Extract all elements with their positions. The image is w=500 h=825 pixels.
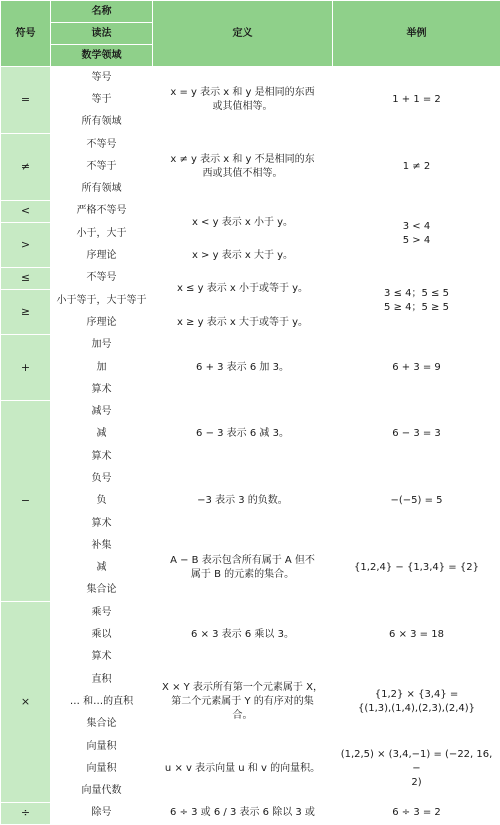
definition-cell: A − B 表示包含所有属于 A 但不 属于 B 的元素的集合。 xyxy=(153,535,333,602)
example-cell: 3 ≤ 4；5 ≤ 5 5 ≥ 4；5 ≥ 5 xyxy=(333,267,500,334)
example-cell: 6 − 3 = 3 xyxy=(333,401,500,468)
name-cell: 乘号 xyxy=(51,602,153,624)
symbol-cell: > xyxy=(1,223,51,268)
reading-cell: 负 xyxy=(51,490,153,512)
example-cell: 6 + 3 = 9 xyxy=(333,334,500,401)
symbol-cell: ≤ xyxy=(1,267,51,289)
header-symbol: 符号 xyxy=(1,1,51,67)
field-cell: 算术 xyxy=(51,512,153,534)
definition-cell: X × Y 表示所有第一个元素属于 X， 第二个元素属于 Y 的有序对的集 合。 xyxy=(153,669,333,736)
example-cell: 6 × 3 = 18 xyxy=(333,602,500,669)
reading-cell: 减 xyxy=(51,557,153,579)
example-cell: 3 < 4 5 > 4 xyxy=(333,200,500,267)
field-cell: 向量代数 xyxy=(51,780,153,802)
example-cell: 1 ≠ 2 xyxy=(333,133,500,200)
reading-cell: … 和…的直积 xyxy=(51,691,153,713)
field-cell: 算术 xyxy=(51,446,153,468)
reading-cell: 等于 xyxy=(51,89,153,111)
definition-cell: 6 ÷ 3 或 6 / 3 表示 6 除以 3 或 xyxy=(153,802,333,824)
field-cell: 算术 xyxy=(51,379,153,401)
header-name: 名称 xyxy=(51,1,153,23)
definition-cell: x ≠ y 表示 x 和 y 不是相同的东 西或其值不相等。 xyxy=(153,133,333,200)
definition-cell: x = y 表示 x 和 y 是相同的东西 或其值相等。 xyxy=(153,67,333,134)
symbol-cell: + xyxy=(1,334,51,401)
symbol-cell: < xyxy=(1,200,51,222)
name-cell: 不等号 xyxy=(51,267,153,289)
field-cell: 序理论 xyxy=(51,312,153,334)
reading-cell: 小于，大于 xyxy=(51,223,153,245)
name-cell: 除号 xyxy=(51,802,153,824)
example-cell: (1,2,5) × (3,4,−1) = (−22, 16, − 2) xyxy=(333,735,500,802)
definition-cell: x ≥ y 表示 x 大于或等于 y。 xyxy=(153,312,333,334)
definition-cell: x > y 表示 x 大于 y。 xyxy=(153,245,333,267)
name-cell: 减号 xyxy=(51,401,153,423)
reading-cell: 小于等于，大于等于 xyxy=(51,289,153,311)
example-cell: {1,2} × {3,4} = {(1,3),(1,4),(2,3),(2,4)} xyxy=(333,669,500,736)
symbol-cell: ÷ xyxy=(1,802,51,824)
field-cell: 算术 xyxy=(51,646,153,668)
definition-cell: −3 表示 3 的负数。 xyxy=(153,468,333,535)
field-cell: 集合论 xyxy=(51,579,153,601)
definition-cell: x < y 表示 x 小于 y。 xyxy=(153,200,333,245)
symbol-cell: = xyxy=(1,67,51,134)
field-cell: 集合论 xyxy=(51,713,153,735)
symbol-cell: × xyxy=(1,602,51,803)
symbol-cell: − xyxy=(1,401,51,602)
name-cell: 补集 xyxy=(51,535,153,557)
name-cell: 等号 xyxy=(51,67,153,89)
name-cell: 不等号 xyxy=(51,133,153,155)
name-cell: 加号 xyxy=(51,334,153,356)
header-reading: 读法 xyxy=(51,23,153,45)
definition-cell: 6 + 3 表示 6 加 3。 xyxy=(153,334,333,401)
symbol-cell: ≠ xyxy=(1,133,51,200)
example-cell: 6 ÷ 3 = 2 xyxy=(333,802,500,824)
header-definition: 定义 xyxy=(153,1,333,67)
name-cell: 严格不等号 xyxy=(51,200,153,222)
reading-cell: 加 xyxy=(51,356,153,378)
symbol-cell: ≥ xyxy=(1,289,51,334)
field-cell: 所有领域 xyxy=(51,111,153,133)
example-cell: −(−5) = 5 xyxy=(333,468,500,535)
example-cell: 1 + 1 = 2 xyxy=(333,67,500,134)
definition-cell: 6 − 3 表示 6 减 3。 xyxy=(153,401,333,468)
header-example: 举例 xyxy=(333,1,500,67)
reading-cell: 减 xyxy=(51,423,153,445)
reading-cell: 向量积 xyxy=(51,758,153,780)
name-cell: 向量积 xyxy=(51,735,153,757)
definition-cell: x ≤ y 表示 x 小于或等于 y。 xyxy=(153,267,333,312)
name-cell: 直积 xyxy=(51,669,153,691)
definition-cell: u × v 表示向量 u 和 v 的向量积。 xyxy=(153,735,333,802)
field-cell: 所有领域 xyxy=(51,178,153,200)
definition-cell: 6 × 3 表示 6 乘以 3。 xyxy=(153,602,333,669)
name-cell: 负号 xyxy=(51,468,153,490)
reading-cell: 乘以 xyxy=(51,624,153,646)
example-cell: {1,2,4} − {1,3,4} = {2} xyxy=(333,535,500,602)
field-cell: 序理论 xyxy=(51,245,153,267)
header-field: 数学领域 xyxy=(51,45,153,67)
reading-cell: 不等于 xyxy=(51,156,153,178)
